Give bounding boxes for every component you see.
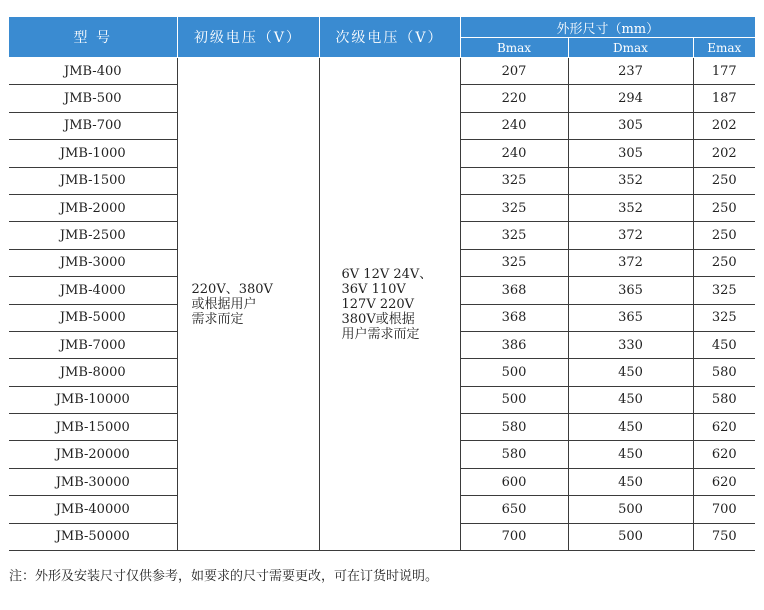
cell-emax: 250 <box>693 249 755 276</box>
header-dimensions: 外形尺寸（mm） <box>460 17 755 38</box>
cell-dmax: 305 <box>568 140 693 167</box>
cell-emax: 580 <box>693 386 755 413</box>
cell-bmax: 240 <box>460 112 568 139</box>
header-bmax: Bmax <box>460 38 568 58</box>
cell-emax: 700 <box>693 496 755 523</box>
cell-emax: 450 <box>693 331 755 358</box>
cell-dmax: 450 <box>568 386 693 413</box>
cell-dmax: 352 <box>568 167 693 194</box>
cell-bmax: 600 <box>460 468 568 495</box>
header-primary-voltage: 初级电压（V） <box>177 17 319 58</box>
cell-dmax: 450 <box>568 468 693 495</box>
footnote: 注：外形及安装尺寸仅供参考，如要求的尺寸需要更改，可在订货时说明。 <box>9 569 439 584</box>
cell-model: JMB-8000 <box>9 359 177 386</box>
cell-bmax: 500 <box>460 359 568 386</box>
header-secondary-voltage: 次级电压（V） <box>319 17 460 58</box>
header-emax: Emax <box>693 38 755 58</box>
cell-dmax: 352 <box>568 194 693 221</box>
cell-emax: 177 <box>693 58 755 85</box>
cell-model: JMB-50000 <box>9 523 177 550</box>
cell-bmax: 580 <box>460 414 568 441</box>
cell-bmax: 325 <box>460 222 568 249</box>
cell-dmax: 237 <box>568 58 693 85</box>
cell-model: JMB-700 <box>9 112 177 139</box>
cell-bmax: 240 <box>460 140 568 167</box>
cell-dmax: 294 <box>568 85 693 112</box>
cell-emax: 202 <box>693 140 755 167</box>
cell-model: JMB-2000 <box>9 194 177 221</box>
cell-dmax: 365 <box>568 304 693 331</box>
cell-model: JMB-15000 <box>9 414 177 441</box>
cell-bmax: 500 <box>460 386 568 413</box>
cell-bmax: 325 <box>460 167 568 194</box>
cell-emax: 202 <box>693 112 755 139</box>
header-dmax: Dmax <box>568 38 693 58</box>
cell-bmax: 368 <box>460 304 568 331</box>
cell-dmax: 500 <box>568 496 693 523</box>
cell-model: JMB-400 <box>9 58 177 85</box>
cell-bmax: 325 <box>460 194 568 221</box>
cell-emax: 750 <box>693 523 755 550</box>
cell-dmax: 450 <box>568 359 693 386</box>
cell-model: JMB-3000 <box>9 249 177 276</box>
cell-bmax: 220 <box>460 85 568 112</box>
cell-emax: 250 <box>693 167 755 194</box>
cell-emax: 325 <box>693 277 755 304</box>
cell-dmax: 450 <box>568 441 693 468</box>
cell-dmax: 450 <box>568 414 693 441</box>
cell-model: JMB-30000 <box>9 468 177 495</box>
cell-bmax: 368 <box>460 277 568 304</box>
cell-dmax: 500 <box>568 523 693 550</box>
cell-bmax: 580 <box>460 441 568 468</box>
table-header <box>9 17 755 58</box>
cell-bmax: 650 <box>460 496 568 523</box>
cell-dmax: 372 <box>568 249 693 276</box>
cell-model: JMB-5000 <box>9 304 177 331</box>
cell-bmax: 207 <box>460 58 568 85</box>
cell-emax: 187 <box>693 85 755 112</box>
table-row <box>9 58 755 85</box>
cell-model: JMB-500 <box>9 85 177 112</box>
cell-emax: 580 <box>693 359 755 386</box>
table-body <box>9 58 755 551</box>
cell-emax: 620 <box>693 414 755 441</box>
cell-model: JMB-20000 <box>9 441 177 468</box>
cell-dmax: 330 <box>568 331 693 358</box>
spec-table <box>9 16 755 551</box>
cell-emax: 325 <box>693 304 755 331</box>
cell-emax: 620 <box>693 441 755 468</box>
cell-primary-voltage: 220V、380V 或根据用户 需求而定 <box>177 58 319 551</box>
cell-emax: 250 <box>693 222 755 249</box>
cell-bmax: 325 <box>460 249 568 276</box>
cell-dmax: 305 <box>568 112 693 139</box>
cell-bmax: 700 <box>460 523 568 550</box>
cell-emax: 250 <box>693 194 755 221</box>
cell-model: JMB-2500 <box>9 222 177 249</box>
cell-dmax: 372 <box>568 222 693 249</box>
cell-secondary-voltage: 6V 12V 24V、 36V 110V 127V 220V 380V或根据 用户需求而定 <box>319 58 460 551</box>
cell-model: JMB-4000 <box>9 277 177 304</box>
cell-emax: 620 <box>693 468 755 495</box>
cell-model: JMB-10000 <box>9 386 177 413</box>
header-model: 型 号 <box>9 17 177 58</box>
cell-dmax: 365 <box>568 277 693 304</box>
cell-model: JMB-7000 <box>9 331 177 358</box>
cell-bmax: 386 <box>460 331 568 358</box>
cell-model: JMB-1000 <box>9 140 177 167</box>
cell-model: JMB-1500 <box>9 167 177 194</box>
cell-model: JMB-40000 <box>9 496 177 523</box>
